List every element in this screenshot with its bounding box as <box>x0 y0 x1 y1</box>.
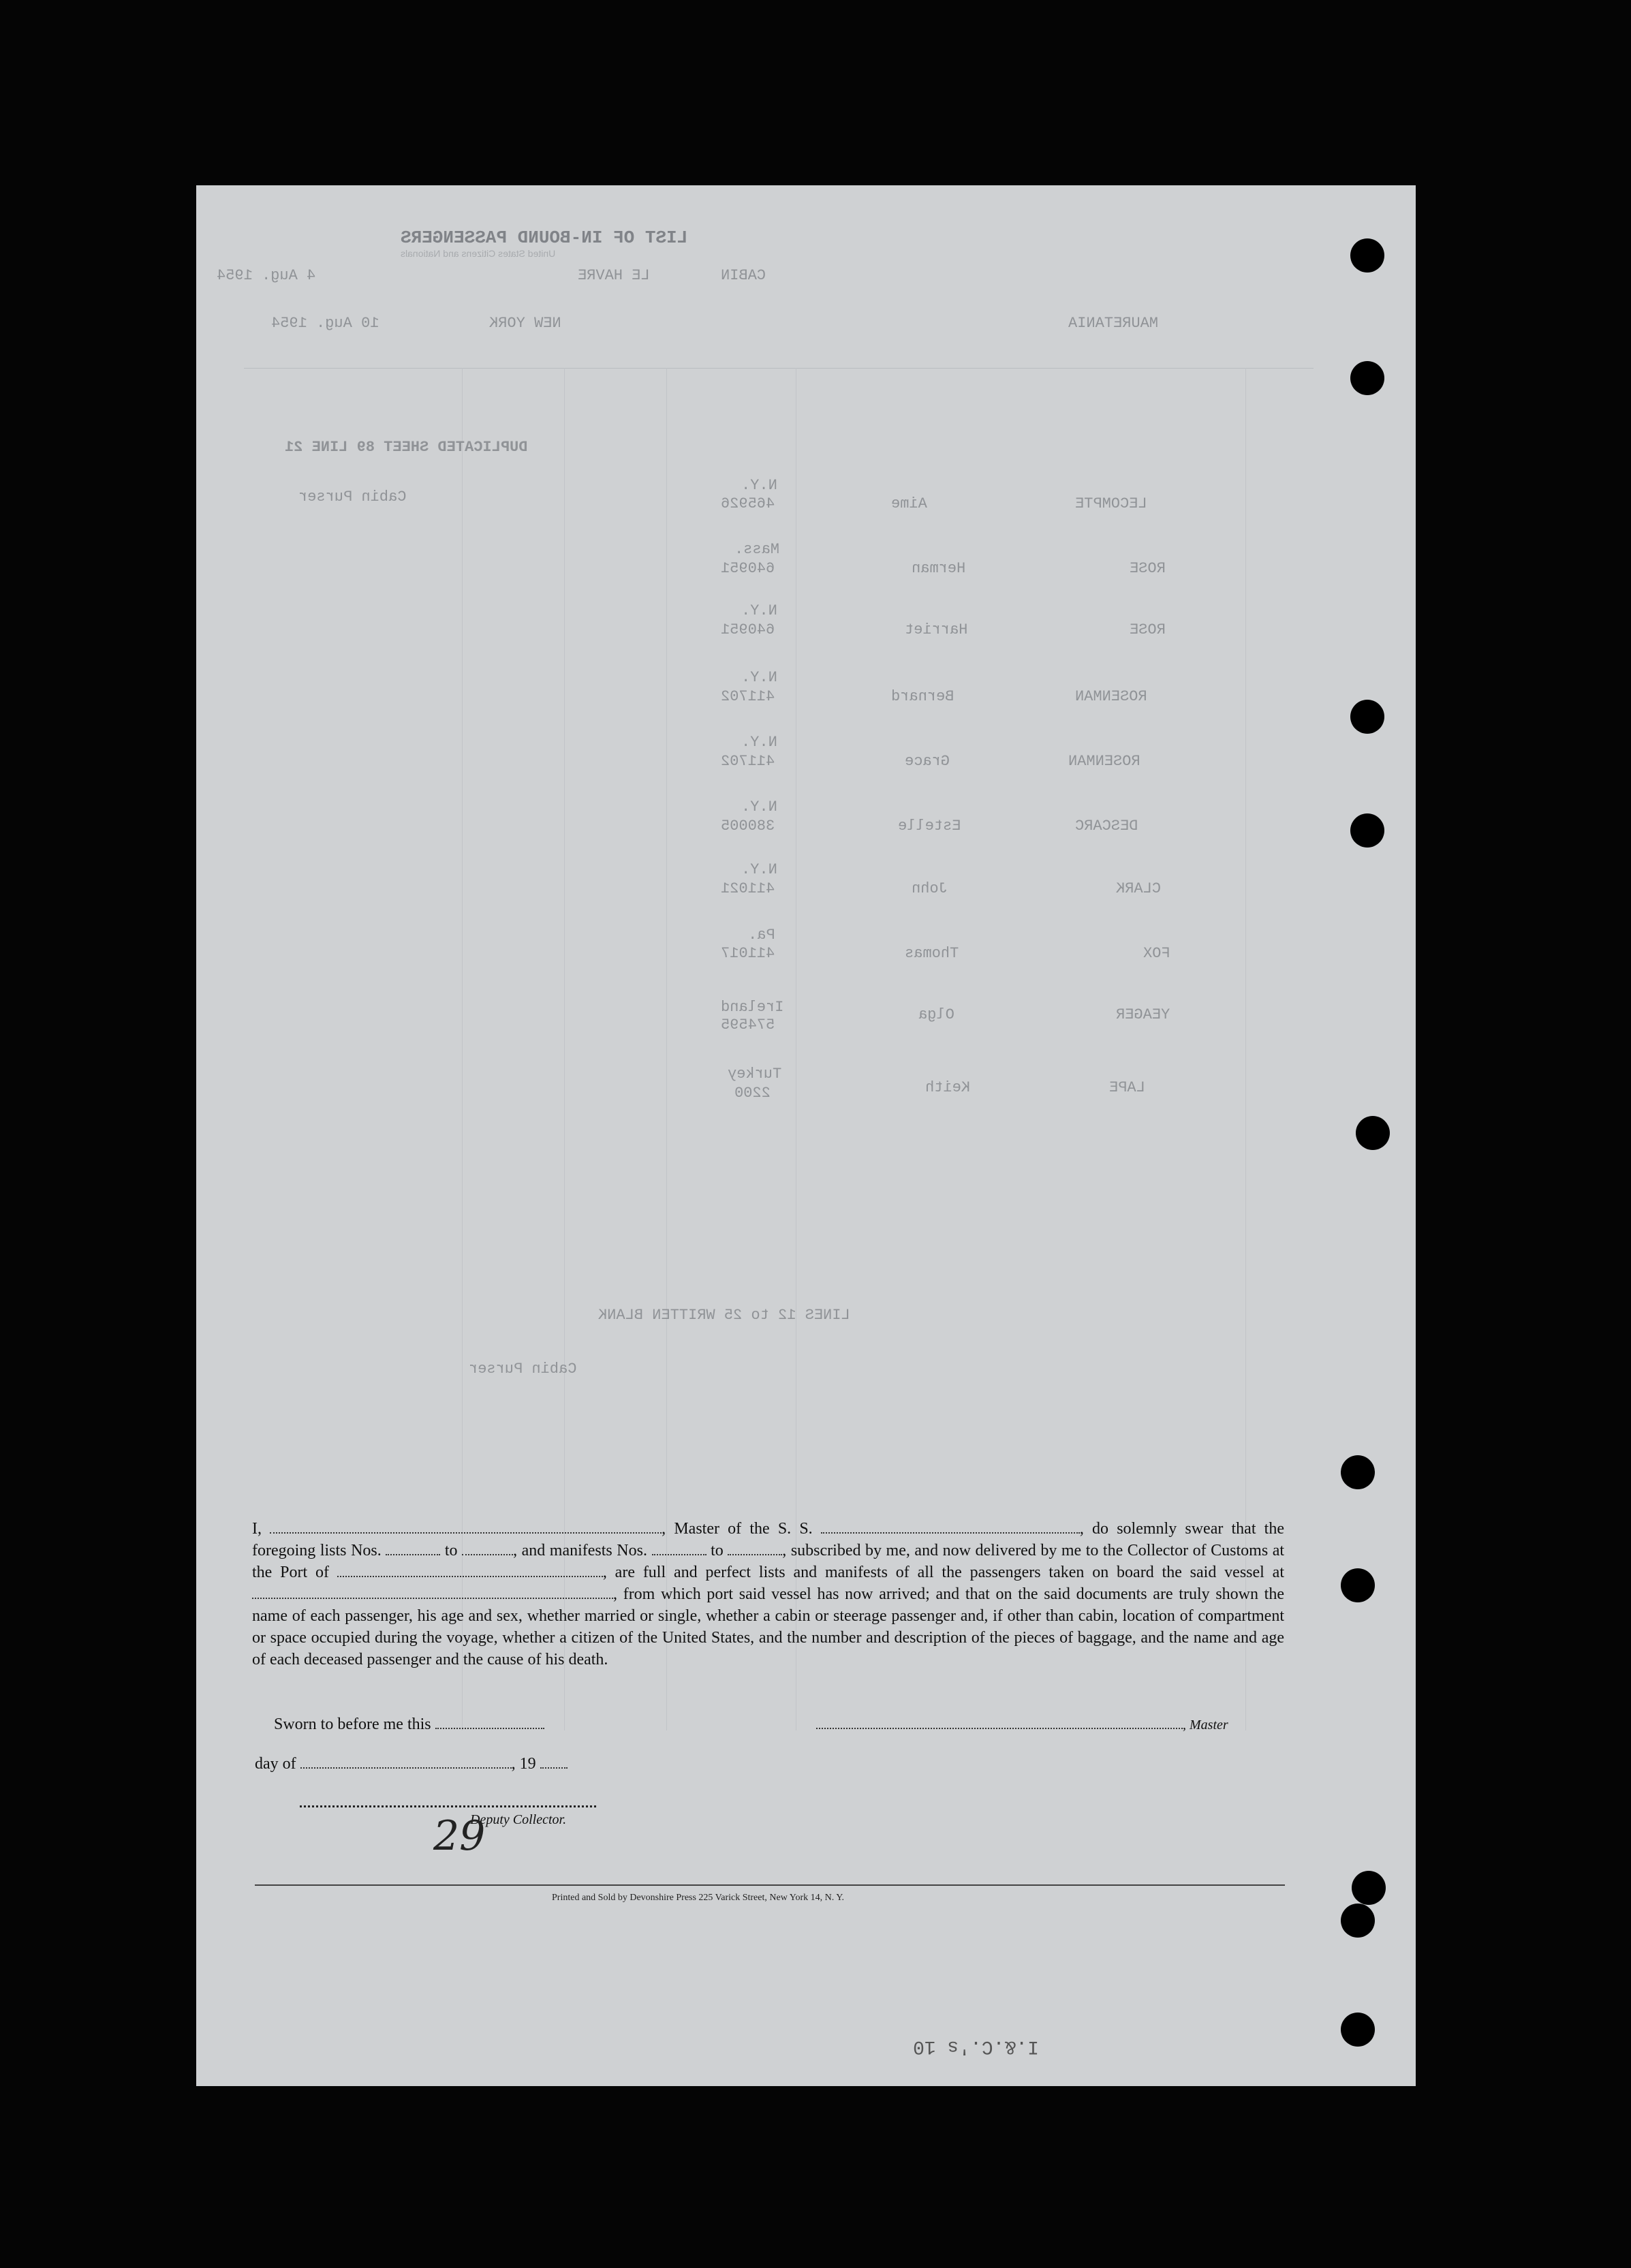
bleed-state: N.Y. <box>741 669 777 686</box>
bleed-class: CABIN <box>721 267 766 284</box>
bleed-surname: CLARK <box>1116 880 1162 897</box>
bleed-surname: DESCARC <box>1075 818 1138 835</box>
deputy-label: Deputy Collector. <box>470 1812 567 1827</box>
bleed-state: N.Y. <box>741 734 777 751</box>
bleed-number: 640951 <box>721 621 775 638</box>
bleed-state: Ireland <box>721 999 784 1016</box>
sworn-label: Sworn to before me this <box>274 1715 431 1733</box>
bleed-vessel: MAURETANIA <box>1068 315 1159 332</box>
master-signature-field[interactable] <box>816 1715 1183 1729</box>
pencil-mark: 29 <box>433 1812 486 1860</box>
list-to-field[interactable] <box>462 1542 513 1555</box>
manifest-sheet <box>196 185 1416 2086</box>
oath-part: delivered by me to the Collector of Customs at the Port of <box>252 1542 1285 1581</box>
bleed-row-0: DUPLICATED SHEET 89 LINE 21 <box>285 439 528 456</box>
footer-rule <box>255 1884 1285 1886</box>
manifest-to-field[interactable] <box>728 1542 782 1555</box>
binder-hole <box>1341 1904 1375 1938</box>
bleed-title: LIST OF IN-BOUND PASSENGERS <box>401 228 688 248</box>
manifest-from-field[interactable] <box>652 1542 706 1555</box>
deputy-line[interactable] <box>300 1805 596 1807</box>
master-signature-line <box>816 1715 1228 1734</box>
bleed-given: Thomas <box>905 945 959 962</box>
master-label: , Master <box>1183 1718 1228 1733</box>
sworn-line <box>274 1715 544 1734</box>
bleed-given: Harriet <box>905 621 968 638</box>
bleed-number: 574595 <box>721 1016 775 1034</box>
bleed-purser: Cabin Purser <box>469 1361 577 1378</box>
bleed-surname: FOX <box>1143 945 1170 962</box>
binder-hole <box>1341 1455 1375 1489</box>
bleed-number: 411021 <box>721 880 775 897</box>
bleed-arriving-port: NEW YORK <box>489 315 561 332</box>
oath-part: , subscribed by me, and now <box>782 1542 971 1559</box>
oath-paragraph <box>252 1518 1284 1671</box>
oath-part: port said vessel has now arrived; and that on the said documents are truly shown the name of each passenger, his age and sex, whether married or single, whether a cabin or steerage passenger and, if other than cabin, location of compartment or space occupied during the voyage, whether a citizen of the United States, and the number and description of the pieces of baggage, and the name and age of each deceased passenger and the cause of his death. <box>252 1585 1285 1668</box>
binder-hole <box>1350 361 1384 395</box>
oath-part: I, <box>252 1520 262 1538</box>
port-field[interactable] <box>337 1564 603 1577</box>
bleed-subtitle: United States Citizens and Nationals <box>401 248 556 259</box>
bleed-state: Pa. <box>748 927 775 944</box>
bleed-number: 411017 <box>721 945 775 962</box>
day-of-label: day of <box>255 1755 296 1773</box>
bleed-given: John <box>912 880 948 897</box>
bleed-surname: LECOMPTE <box>1075 495 1147 512</box>
bleed-given: Olga <box>918 1006 954 1023</box>
bleed-state: Mass. <box>734 541 780 558</box>
bleed-surname: ROSENMAN <box>1075 688 1147 705</box>
master-name-field[interactable] <box>270 1520 662 1534</box>
oath-part: , do solemnly <box>1079 1520 1177 1538</box>
bleed-state: N.Y. <box>741 798 777 815</box>
bleed-from-port: LE HAVRE <box>578 267 650 284</box>
oath-part: to <box>711 1542 724 1559</box>
bleed-number: 640951 <box>721 560 775 577</box>
binder-hole <box>1352 1871 1386 1905</box>
list-from-field[interactable] <box>386 1542 440 1555</box>
bleed-number: 380005 <box>721 818 775 835</box>
day-of-line <box>255 1755 568 1773</box>
oath-part: to <box>444 1542 458 1559</box>
bleed-number: 411702 <box>721 753 775 770</box>
binder-hole <box>1350 813 1384 848</box>
bleed-state: N.Y. <box>741 477 777 494</box>
printer-credit: Printed and Sold by Devonshire Press 225 Varick Street, New York 14, N. Y. <box>552 1893 845 1903</box>
form-stamp: I.&.C.'s 10 <box>913 2036 1039 2057</box>
bleed-date-arriving: 10 Aug. 1954 <box>271 315 379 332</box>
year-label: , 19 <box>511 1755 536 1773</box>
bleed-given: Grace <box>905 753 950 770</box>
sworn-date-field[interactable] <box>435 1715 544 1729</box>
bleed-note: Cabin Purser <box>298 488 407 506</box>
bleed-date-sailed: 4 Aug. 1954 <box>217 267 316 284</box>
year-field[interactable] <box>540 1755 568 1769</box>
oath-part: , and manifests Nos. <box>513 1542 647 1559</box>
day-of-field[interactable] <box>300 1755 512 1769</box>
oath-text <box>252 1518 1284 1671</box>
bleed-rule-top <box>244 368 1314 369</box>
embark-port-field[interactable] <box>252 1585 613 1599</box>
binder-hole <box>1341 2013 1375 2047</box>
bleed-surname: YEAGER <box>1116 1006 1170 1023</box>
bleed-given: Aime <box>891 495 927 512</box>
bleed-given: Herman <box>912 560 966 577</box>
bleed-state: Turkey <box>728 1066 782 1083</box>
bleed-surname: ROSE <box>1130 621 1166 638</box>
bleed-surname: ROSENMAN <box>1068 753 1140 770</box>
binder-hole <box>1350 238 1384 273</box>
bleed-state: N.Y. <box>741 602 777 619</box>
binder-hole <box>1341 1568 1375 1602</box>
bleed-given: Keith <box>925 1079 971 1096</box>
bleed-surname: ROSE <box>1130 560 1166 577</box>
bleed-number: 2200 <box>734 1085 771 1102</box>
bleed-surname: LAPE <box>1109 1079 1145 1096</box>
bleed-number: 411702 <box>721 688 775 705</box>
bleed-blank-note: LINES 12 to 25 WRITTEN BLANK <box>598 1307 850 1324</box>
oath-part: , from which <box>613 1585 701 1603</box>
ship-name-field[interactable] <box>821 1520 1080 1534</box>
oath-part: swear that the foregoing lists Nos. <box>252 1520 1284 1559</box>
bleed-given: Estelle <box>898 818 961 835</box>
bleed-state: N.Y. <box>741 861 777 878</box>
binder-hole <box>1350 700 1384 734</box>
bleed-number: 465926 <box>721 495 775 512</box>
oath-part: , Master of the S. S. <box>662 1520 813 1538</box>
binder-hole <box>1356 1116 1390 1150</box>
oath-part: , are full and perfect lists and <box>602 1564 818 1581</box>
bleed-given: Bernard <box>891 688 954 705</box>
oath-part: manifests of all the passengers taken on board the said vessel at <box>824 1564 1284 1581</box>
